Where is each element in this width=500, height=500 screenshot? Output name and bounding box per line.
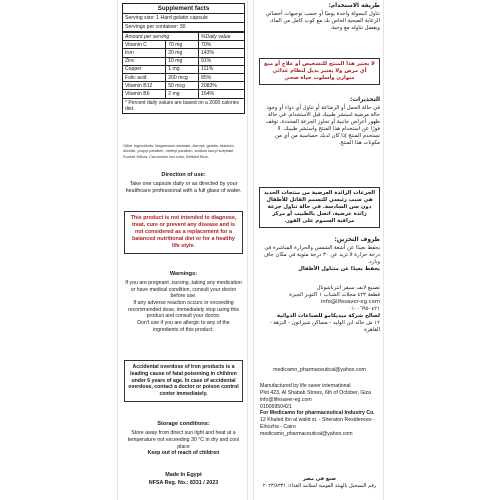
arabic-manufacturer-section [259, 285, 380, 334]
arabic-warnings-text: في حالة الحمل أو الرضاعة أو تناول أي دواء أو وجود حالة مرضية استشر طبيبك قبل الاستخدام. في حالة ظهور أعراض جانبية أو تجاوز الجرعة المحددة، توقف فورًا عن استخدام هذا المنتج واستشر طبيبك. لا تستخدم المنتج إذا كان لديك حساسية من أي من مكونات هذا المنتج. [265, 104, 380, 146]
daily-value-footnote: * Percent daily values are based on a 2000 calories diet. [122, 99, 245, 115]
serving-size: Serving size: 1 Hard gelatin capsule [122, 14, 245, 23]
keep-out-of-reach: Keep out of reach of children [147, 450, 220, 457]
direction-title: Direction of use: [161, 172, 206, 178]
arabic-usage-text: تناول كبسولة واحدة يوميًا أو حسب توجيهات أخصائي الرعاية الصحية الخاص بك مع كوب كامل من الماء، ويفضل تناوله مع وجبة. [265, 10, 380, 31]
nutrient-amount: 20 mg [166, 49, 199, 57]
direction-text: Take one capsule daily or as directed by your healthcare professional with a full glass of water. [125, 181, 242, 195]
arabic-disclaimer-box: لا يعتبر هذا المنتج للتشخيص أو علاج أو منع أي مرض ولا يعتبر بديل لنظام غذائي متوازن وأسلوب حياة صحي [259, 58, 380, 85]
nutrient-dv: 2083% [198, 82, 244, 90]
arabic-footer [259, 476, 380, 489]
nutrient-name: Vitamin B6 [123, 90, 166, 98]
mfr-address: Plot 423, Al Shabab Stores, 6th of October, Giza [260, 389, 372, 396]
warning-allergy: Don't use if you are allergic to any of the ingredients of this product. [137, 319, 230, 333]
arabic-warnings-title: التحذيرات: [350, 97, 380, 103]
warnings-title: Warnings: [169, 271, 198, 277]
nutrient-dv: 70% [198, 41, 244, 49]
nutrient-name: Iron [123, 49, 166, 57]
made-in: Made In Egypt [165, 472, 202, 478]
dv-header: %Daily value [198, 33, 244, 41]
for-email: medicamo_pharmaceutical@yahoo.com [260, 431, 353, 438]
for-company: For Medicamo for pharmaceutical Industry Co. [260, 410, 375, 417]
nutrient-name: Vitamin B12 [123, 82, 166, 90]
arabic-usage-title: طريقة الاستخدام: [328, 3, 380, 9]
nutrient-dv: 85% [198, 73, 244, 81]
arabic-for-company: لصالح شركة ميديكامو للصناعات الدوائية [276, 312, 380, 319]
arabic-usage-section [259, 3, 380, 32]
mfr-by: Manufactured by life saver international [260, 383, 351, 389]
arabic-storage-section [259, 237, 380, 273]
table-row [123, 82, 245, 90]
table-row [123, 65, 245, 73]
nutrient-amount: 200 mcg [166, 73, 199, 81]
mfr-email: info@lifesaver-eg.com [260, 396, 312, 403]
storage-title: Storage conditions: [157, 421, 210, 427]
arabic-reg-number: رقم التسجيل بالهيئة القومية لسلامة الغذاء: ٢٠٢٣/٨٣٣١ [262, 482, 377, 489]
servings-per-container: Servings per container: 30 [122, 23, 245, 32]
nutrient-amount: 2 mg [166, 90, 199, 98]
storage-text [124, 430, 243, 457]
mfr-phone: 01006950421 [260, 403, 292, 410]
table-row [123, 90, 245, 98]
arabic-iron-warning-box: الجرعات الزائدة العرضية من منتجات الحديد هي سبب رئيسي للتسمم القاتل للأطفال دون سن السادسة. في حالة تناول جرعة زائدة عرضية، اتصل بالطبيب أو مركز مراقبة السموم على الفور. [259, 187, 380, 228]
supplement-facts [122, 3, 245, 114]
nutrient-dv: 91% [198, 57, 244, 65]
table-row [123, 57, 245, 65]
arabic-made-in: صنع في مصر [302, 476, 337, 482]
nutrient-name: Copper [123, 65, 166, 73]
warning-pregnancy: If you are pregnant ,nursing ,taking any medication or have medical condition, consult your doctor before use. [125, 280, 242, 300]
arabic-storage-text: يحفظ بعيدًا عن أشعة الشمس والحرارة المباشرة في درجة حرارة لا تزيد عن ٣٠ درجة مئوية في مكان جاف وبارد. [263, 244, 380, 265]
nutrient-dv: 111% [198, 65, 244, 73]
table-row [123, 49, 245, 57]
warning-adverse: If any adverse reaction occurs or exceeding recommended dose, immediately stop using this product and consult your doctor. [127, 299, 239, 320]
nutrient-name: Folic acid [123, 73, 166, 81]
nutrient-amount: 1 mg [166, 65, 199, 73]
table-row [123, 41, 245, 49]
arabic-mfr-by: تصنيع لايف سيفر انترناشونال [316, 285, 380, 291]
table-row [123, 73, 245, 81]
for-address: 12 Khaled ibn al walid st. - Sheraton Residences - Elnozha - Cairo [260, 417, 375, 431]
medicamo-email-top: medicamo_pharmaceutical@yahoo.com [273, 367, 366, 373]
arabic-for-address: ١٢ ش خالد ابن الوليد - مساكن شيراتون - النزهة - القاهرة [269, 319, 380, 333]
arabic-warnings-section [259, 97, 380, 147]
amount-header: Amount per serving [123, 33, 199, 41]
other-ingredients: Other Ingredients: Magnesium stearate, Aerosil, gelatin, titanium dioxide, propyl paraben, methyl paraben, sodium lauryl sulphate, Sunset Yellow, Carmosine red color, Brilliant Blue. [123, 143, 235, 159]
english-label-panel [117, 0, 248, 500]
nutrient-dv: 154% [198, 90, 244, 98]
arabic-label-panel [253, 0, 384, 500]
disclaimer-box: This product is not intended to diagnose, treat, cure or prevent any disease and is not considered as a replacement for a balanced nutritional diet or for a healthy life style. [124, 211, 243, 254]
supplement-facts-title: Supplement facts [122, 3, 245, 14]
table-header-row [123, 33, 245, 41]
english-manufacturer-section [260, 383, 379, 438]
storage-conditions: Store away from direct sun light and heat at a temperature not exceeding 30 °C in dry and cool place [127, 430, 240, 450]
nutrient-name: Vitamin C [123, 41, 166, 49]
nutrient-table [122, 32, 245, 99]
arabic-mfr-phone: ٠١٠٠٦٩٥٠٤٢١ [348, 305, 380, 312]
arabic-mfr-email: info@lifesaver-eg.com [320, 298, 380, 305]
nutrient-amount: 70 mg [166, 41, 199, 49]
nutrient-name: Zinc [123, 57, 166, 65]
nutrient-amount: 10 mg [166, 57, 199, 65]
arabic-mfr-address: قطعة ٤٢٣ محلات الشباب ١ اكتوبر الجيزة [289, 291, 380, 298]
arabic-storage-title: ظروف التخزين: [334, 237, 380, 243]
warnings-text [124, 280, 243, 333]
arabic-keep-out: يحفظ بعيدًا عن متناول الأطفال [298, 265, 380, 272]
nutrient-amount: 50 mcg [166, 82, 199, 90]
iron-warning-box: Accidental overdose of Iron products is a leading cause of fatal poisoning in children under 6 years of age. In case of accidental overdose, contact a doctor or poison control center immediately. [124, 360, 243, 402]
nutrient-dv: 143% [198, 49, 244, 57]
nfsa-reg-number: NFSA Reg. No.: 8331 / 2023 [148, 480, 219, 486]
